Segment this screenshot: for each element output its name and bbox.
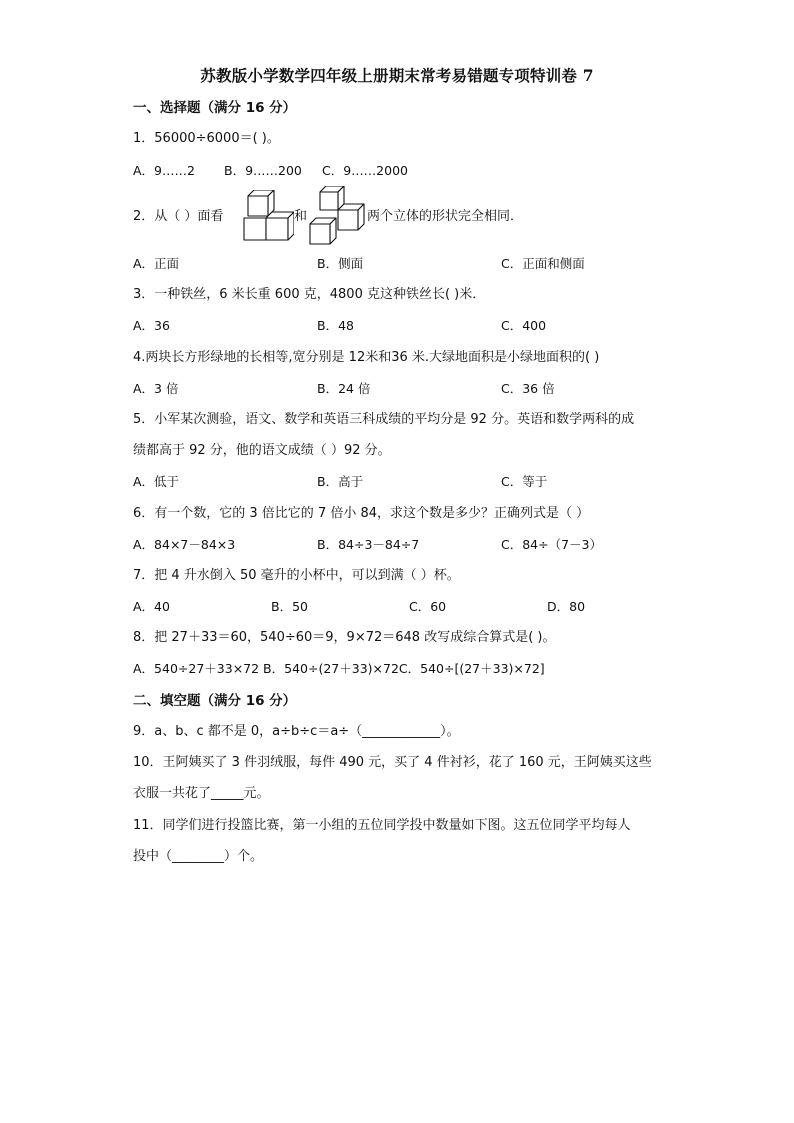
question-7: 7．把 4 升水倒入 50 毫升的小杯中，可以到满（ ）杯。 xyxy=(133,568,460,583)
question-10-line-2: 衣服一共花了_____元。 xyxy=(133,786,270,801)
question-8: 8．把 27＋33＝60，540÷60＝9，9×72＝648 改写成综合算式是( )。 xyxy=(133,630,556,645)
q6-option-a: A．84×7－84×3 xyxy=(133,537,236,552)
q6-option-c: C．84÷（7－3） xyxy=(501,537,603,552)
q1-option-a: A．9……2 xyxy=(133,163,195,178)
question-1: 1．56000÷6000＝( )。 xyxy=(133,131,280,146)
question-2-suffix: 两个立体的形状完全相同． xyxy=(367,209,524,224)
q2-option-b: B．侧面 xyxy=(317,256,364,271)
section-heading-choice: 一、选择题（满分 16 分） xyxy=(133,100,297,116)
question-10-line-1: 10．王阿姨买了 3 件羽绒服，每件 490 元，买了 4 件衬衫，花了 160 元，王阿姨买这些 xyxy=(133,755,652,770)
question-4: 4.两块长方形绿地的长相等,宽分别是 12米和36 米.大绿地面积是小绿地面积的( ) xyxy=(133,350,600,365)
q3-option-b: B．48 xyxy=(317,318,354,333)
q1-option-b: B．9……200 xyxy=(224,163,302,178)
q7-option-d: D．80 xyxy=(547,599,586,614)
question-11-line-2: 投中（________）个。 xyxy=(133,849,264,864)
question-6: 6．有一个数，它的 3 倍比它的 7 倍小 84，求这个数是多少？正确列式是（ ） xyxy=(133,506,590,521)
question-2-prefix: 2．从（ ）面看 xyxy=(133,209,224,224)
question-2-middle: 和 xyxy=(294,209,308,224)
q5-option-c: C．等于 xyxy=(501,474,548,489)
question-5-line-2: 绩都高于 92 分，他的语文成绩（ ）92 分。 xyxy=(133,443,391,458)
q4-option-b: B．24 倍 xyxy=(317,381,371,396)
question-5-line-1: 5．小军某次测验，语文、数学和英语三科成绩的平均分是 92 分。英语和数学两科的成 xyxy=(133,412,635,427)
cube-figure-right xyxy=(308,186,366,246)
q1-option-c: C．9……2000 xyxy=(322,163,408,178)
question-11-line-1: 11．同学们进行投篮比赛，第一小组的五位同学投中数量如下图。这五位同学平均每人 xyxy=(133,818,631,833)
q5-option-b: B．高于 xyxy=(317,474,364,489)
q6-option-b: B．84÷3－84÷7 xyxy=(317,537,420,552)
page-title: 苏教版小学数学四年级上册期末常考易错题专项特训卷 7 xyxy=(200,66,594,85)
q5-option-a: A．低于 xyxy=(133,474,180,489)
q2-option-c: C．正面和侧面 xyxy=(501,256,585,271)
cube-figure-left xyxy=(242,190,294,242)
q7-option-a: A．40 xyxy=(133,599,170,614)
q7-option-c: C．60 xyxy=(409,599,447,614)
question-3: 3．一种铁丝，6 米长重 600 克，4800 克这种铁丝长( )米． xyxy=(133,287,486,302)
section-heading-fill: 二、填空题（满分 16 分） xyxy=(133,693,297,709)
question-9: 9．a、b、c 都不是 0，a÷b÷c＝a÷（____________）。 xyxy=(133,724,460,739)
q4-option-c: C．36 倍 xyxy=(501,381,555,396)
q3-option-a: A．36 xyxy=(133,318,170,333)
q4-option-a: A．3 倍 xyxy=(133,381,179,396)
q2-option-a: A．正面 xyxy=(133,256,180,271)
q8-options: A．540÷27＋33×72 B．540÷(27＋33)×72C．540÷[(27＋33)×72] xyxy=(133,661,545,676)
q7-option-b: B．50 xyxy=(271,599,308,614)
q3-option-c: C．400 xyxy=(501,318,547,333)
